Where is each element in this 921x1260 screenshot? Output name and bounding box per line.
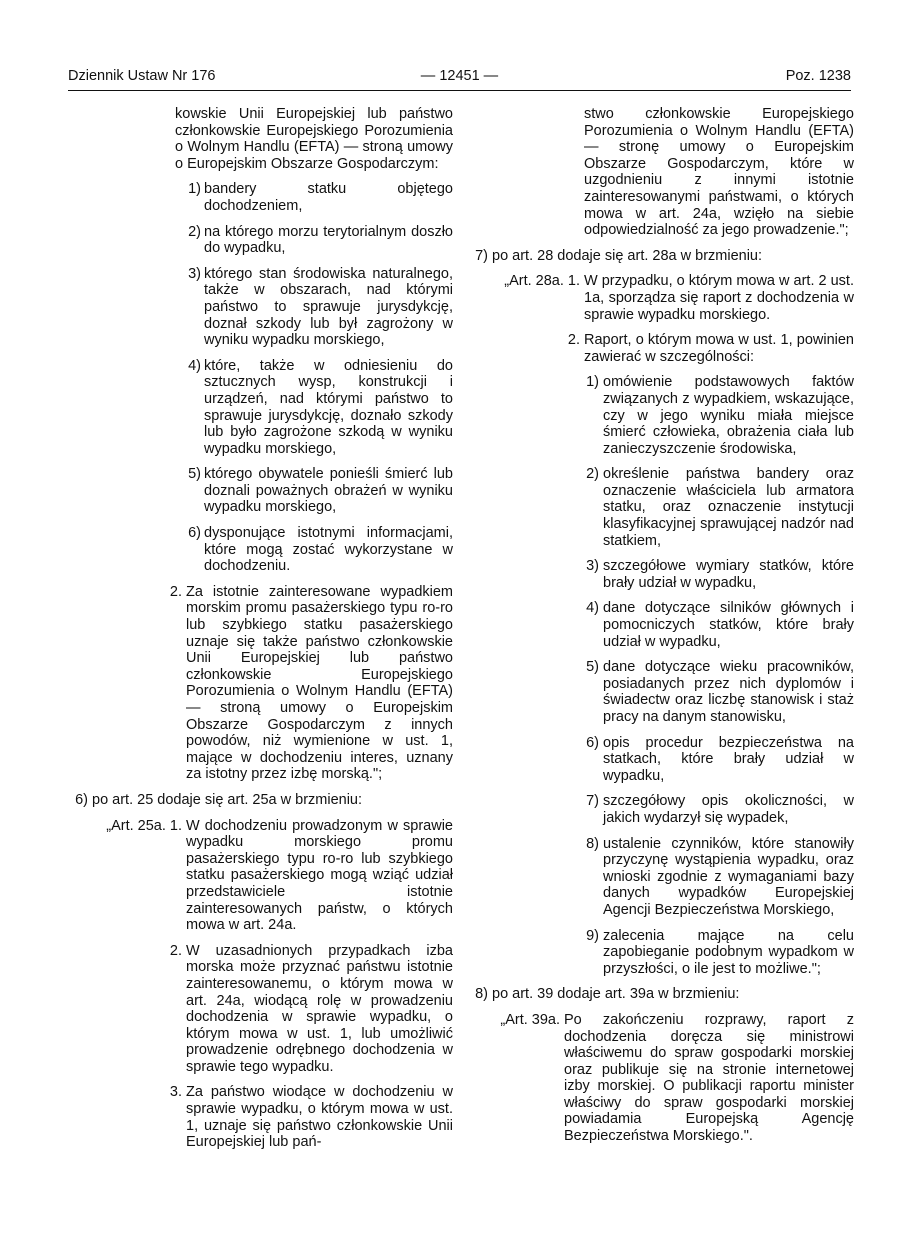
list-item — [472, 928, 854, 978]
article-25a-para-3 — [68, 1084, 453, 1150]
point-number: 6) — [75, 791, 88, 808]
article-39a — [472, 1012, 854, 1145]
item-number: 3) — [188, 265, 201, 282]
journal-title: Dziennik Ustaw Nr 176 — [68, 68, 216, 84]
article-28a-para-2 — [472, 332, 854, 365]
list-item — [68, 181, 453, 214]
item-text: dane dotyczące wieku pracowników, posiadanych przez nich dyplomów i świadectw oraz liczbę stanowisk i staż pracy na danym stanowisku, — [603, 659, 854, 725]
item-text: opis procedur bezpieczeństwa na statkach, które brały udział w wypadku, — [603, 734, 854, 784]
list-item — [472, 558, 854, 591]
position-number: Poz. 1238 — [785, 68, 851, 84]
page-header — [68, 68, 851, 88]
item-number: 1) — [188, 181, 201, 198]
point-number: 7) — [475, 247, 488, 264]
header-rule — [68, 90, 851, 91]
item-text: którego stan środowiska naturalnego, także w obszarach, nad którymi państwo to sprawuje jurysdykcję, doznał szkody lub był zagrożony w wyniku wypadku morskiego, — [204, 265, 453, 349]
item-number: 4) — [586, 600, 599, 617]
list-item — [68, 525, 453, 575]
item-number: 5) — [188, 466, 201, 483]
item-text: zalecenia mające na celu zapobieganie podobnym wypadkom w przyszłości, o ile jest to możliwe."; — [603, 927, 854, 977]
paragraph-text: Za istotnie zainteresowane wypadkiem morskim promu pasażerskiego typu ro-ro lub szybkiego statku pasażerskiego uznaje się także państwo członkowskie Unii Europejskiej lub państwo członkowskie Europejskiego Porozumienia o Wolnym Handlu (EFTA) — stroną umowy o Europejskim Obszarze Gospodarczym z innych powodów, niż wymienione w ust. 1, mające w dochodzeniu interes, uznany za istotny przez izbę morską."; — [186, 583, 453, 783]
point-6 — [68, 792, 453, 809]
item-number: 1) — [586, 374, 599, 391]
point-text: po art. 28 dodaje się art. 28a w brzmieniu: — [492, 247, 763, 264]
paragraph-number: 3. — [169, 1084, 182, 1101]
point-8 — [472, 986, 854, 1003]
list-item — [472, 600, 854, 650]
article-label: „Art. 39a. — [500, 1011, 560, 1028]
list-item — [68, 358, 453, 458]
paragraph-text: stwo członkowskie Europejskiego Porozumienia o Wolnym Handlu (EFTA) — stronę umowy o Europejskim Obszarze Gospodarczym, które w uzgodnieniu z innymi istotnie zainteresowanymi państwami, o których mowa w art. 24a, wzięło na siebie odpowiedzialność za jego prowadzenie."; — [584, 106, 854, 239]
article-label: „Art. 25a. 1. — [106, 817, 182, 834]
item-number: 3) — [586, 558, 599, 575]
item-number: 2) — [188, 223, 201, 240]
item-text: dane dotyczące silników głównych i pomocniczych statków, które brały udział w wypadku, — [603, 600, 854, 650]
item-text: określenie państwa bandery oraz oznaczenie właściciela lub armatora statku, oraz oznaczenie instytucji klasyfikacyjnej sprawującej nadzór nad statkiem, — [603, 466, 854, 549]
paragraph-text: W uzasadnionych przypadkach izba morska może przyznać państwu istotnie zainteresowanemu, o którym mowa w art. 24a, wiodącą rolę w prowadzeniu dochodzenia w sprawie wypadku, o którym mowa w ust. 1, lub umożliwić prowadzenie odrębnego dochodzenia w sprawie tego wypadku. — [186, 942, 453, 1075]
paragraph-text: Za państwo wiodące w dochodzeniu w sprawie wypadku, o którym mowa w ust. 1, uznaje się państwo członkowskie Unii Europejskiej lub pań- — [186, 1084, 453, 1151]
point-text: po art. 39 dodaje art. 39a w brzmieniu: — [492, 986, 740, 1003]
list-item — [472, 466, 854, 549]
paragraph-text: Raport, o którym mowa w ust. 1, powinien zawierać w szczególności: — [584, 332, 854, 365]
paragraph-number: 2. — [169, 942, 182, 959]
item-text: którego obywatele ponieśli śmierć lub doznali poważnych obrażeń w wyniku wypadku morskiego, — [204, 466, 453, 516]
article-28a — [472, 273, 854, 323]
item-number: 2) — [586, 466, 599, 483]
article-25a — [68, 818, 453, 934]
article-text: W dochodzeniu prowadzonym w sprawie wypadku morskiego promu pasażerskiego typu ro-ro lub szybkiego statku pasażerskiego mogą wziąć udział przedstawiciele istotnie zainteresowanych państw, o których mowa w art. 24a. — [186, 817, 453, 934]
item-text: szczegółowe wymiary statków, które brały udział w wypadku, — [603, 558, 854, 591]
item-text: dysponujące istotnymi informacjami, które mogą zostać wykorzystane w dochodzeniu. — [204, 525, 453, 575]
item-number: 6) — [586, 734, 599, 751]
article-text: Po zakończeniu rozprawy, raport z dochodzenia doręcza się ministrowi właściwemu do spraw gospodarki morskiej oraz publikuje się na stronie internetowej izby morskiej. O publikacji raportu minister właściwy do spraw gospodarki morskiej powiadamia Europejską Agencję Bezpieczeństwa Morskiego.". — [564, 1011, 854, 1145]
item-text: ustalenie czynników, które stanowiły przyczynę wystąpienia wypadku, oraz wnioski zgodnie z wymaganiami bazy danych wypadków Europejskiej Agencji Bezpieczeństwa Morskiego, — [603, 835, 854, 918]
article-25a-para-2 — [68, 943, 453, 1076]
paragraph-2 — [68, 584, 453, 783]
item-number: 9) — [586, 927, 599, 944]
paragraph-number: 2. — [567, 332, 580, 349]
item-number: 4) — [188, 357, 201, 374]
item-number: 8) — [586, 835, 599, 852]
item-number: 7) — [586, 793, 599, 810]
page-number: — 12451 — — [420, 68, 499, 84]
list-item — [68, 266, 453, 349]
item-number: 5) — [586, 659, 599, 676]
list-item — [68, 224, 453, 257]
left-column — [68, 106, 453, 1160]
item-text: bandery statku objętego dochodzeniem, — [204, 181, 453, 214]
item-text: które, także w odniesieniu do sztucznych wysp, konstrukcji i urządzeń, nad którymi państwo to sprawuje jurysdykcję, doznało szkody lub było zagrożone szkodą w wyniku wypadku morskiego, — [204, 357, 453, 457]
paragraph-text: kowskie Unii Europejskiej lub państwo członkowskie Europejskiego Porozumienia o Wolnym Handlu (EFTA) — stroną umowy o Europejskim Obszarze Gospodarczym: — [175, 106, 453, 172]
point-number: 8) — [475, 986, 488, 1003]
point-text: po art. 25 dodaje się art. 25a w brzmieniu: — [92, 791, 363, 808]
list-item — [68, 466, 453, 516]
right-column — [472, 106, 854, 1154]
list-item — [472, 793, 854, 826]
paragraph-number: 2. — [169, 583, 182, 600]
list-item — [472, 735, 854, 785]
item-number: 6) — [188, 525, 201, 542]
item-text: szczegółowy opis okoliczności, w jakich wydarzył się wypadek, — [603, 793, 854, 826]
article-label: „Art. 28a. 1. — [504, 273, 580, 290]
list-item — [472, 374, 854, 457]
point-7 — [472, 248, 854, 265]
article-text: W przypadku, o którym mowa w art. 2 ust. 1a, sporządza się raport z dochodzenia w sprawie wypadku morskiego. — [584, 273, 854, 323]
continued-paragraph — [472, 106, 854, 239]
item-text: na którego morzu terytorialnym doszło do wypadku, — [204, 223, 453, 257]
list-item — [472, 836, 854, 919]
list-item — [472, 659, 854, 725]
intro-paragraph — [68, 106, 453, 172]
item-text: omówienie podstawowych faktów związanych z wypadkiem, wskazujące, czy w jego wyniku miała miejsce śmierć człowieka, obrażenia ciała lub zanieczyszczenie środowiska, — [603, 374, 854, 457]
